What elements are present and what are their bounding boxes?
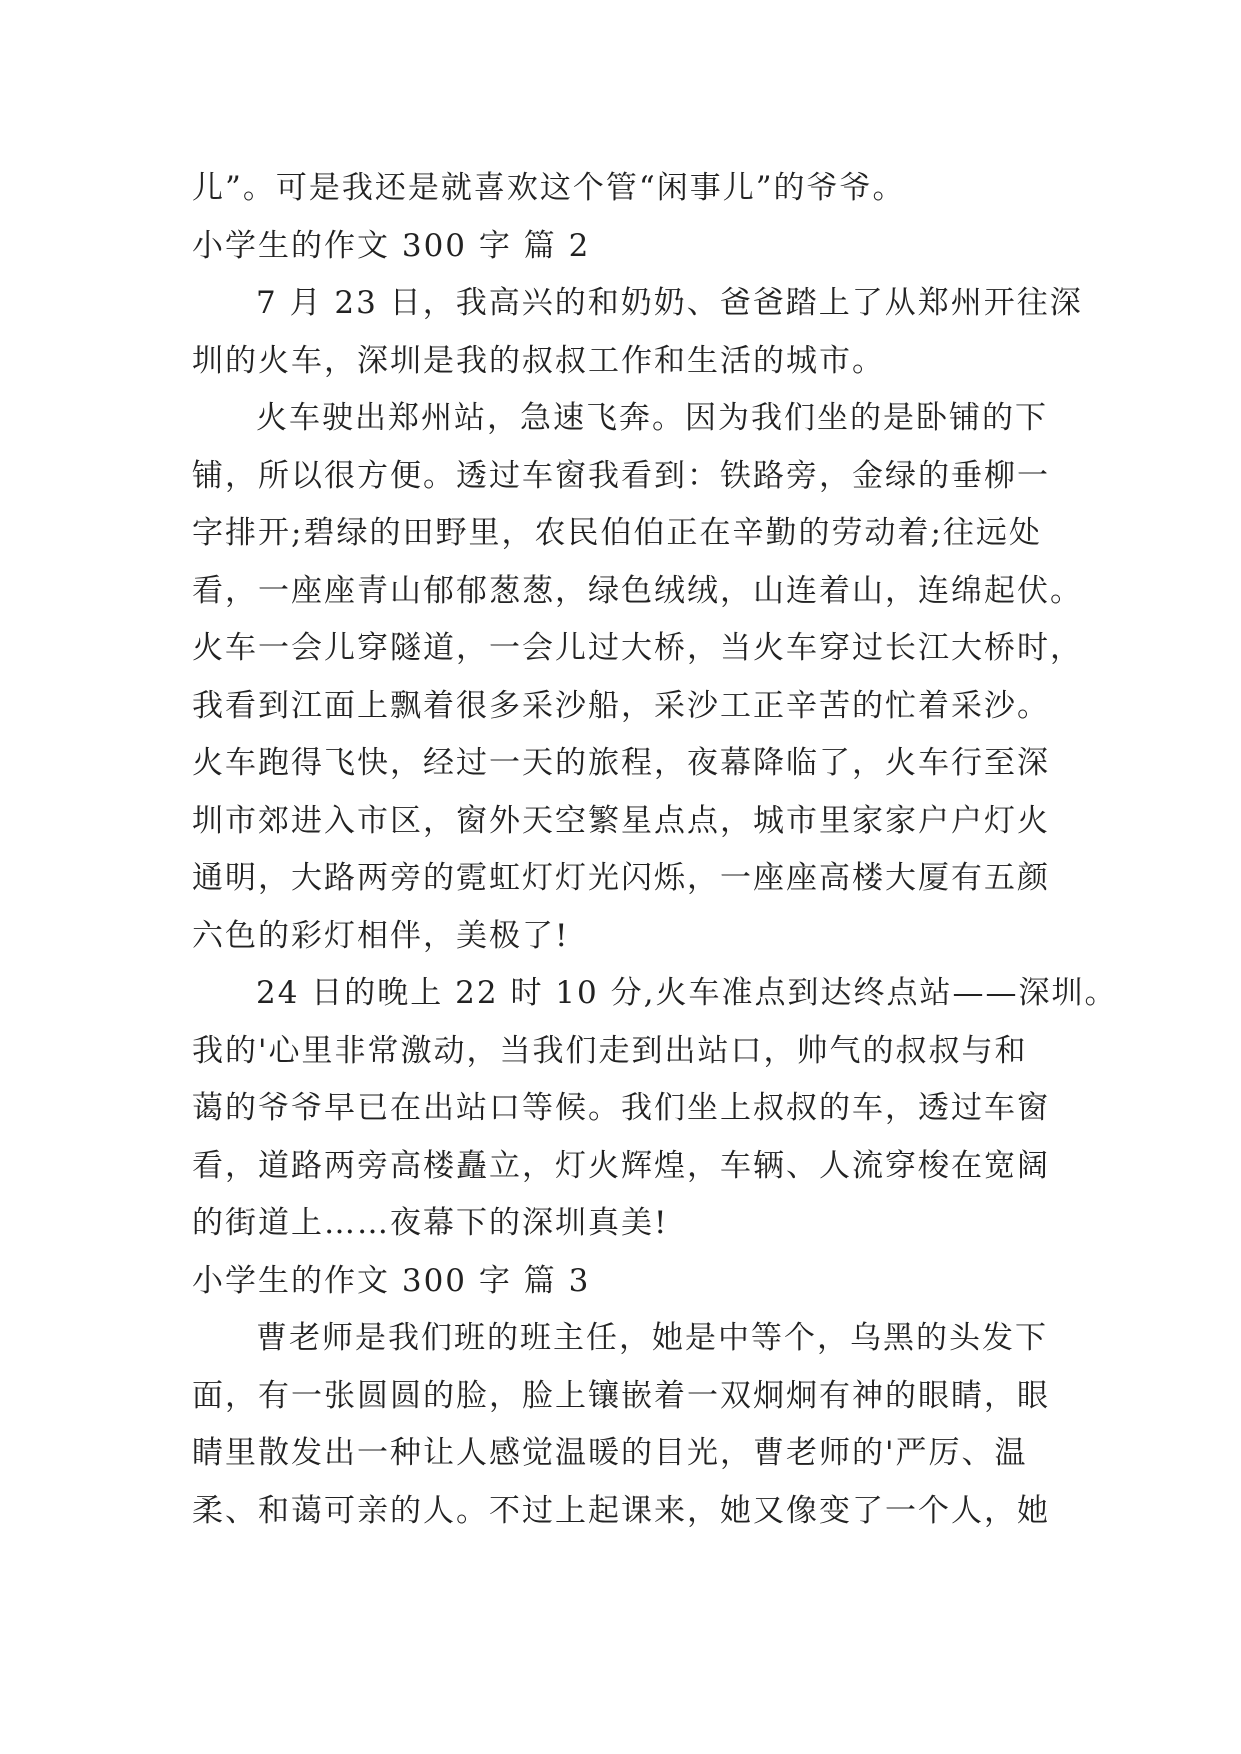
text-line: 儿”。可是我还是就喜欢这个管“闲事儿”的爷爷。	[192, 170, 906, 206]
text-line: 圳的火车，深圳是我的叔叔工作和生活的城市。	[192, 342, 885, 379]
text-line: 圳市郊进入市区，窗外天空繁星点点，城市里家家户户灯火	[192, 802, 1050, 839]
text-line: 的街道上……夜幕下的深圳真美!	[192, 1205, 669, 1241]
text-line: 六色的彩灯相伴，美极了!	[192, 917, 570, 954]
text-line: 面，有一张圆圆的脸，脸上镶嵌着一双炯炯有神的眼睛，眼	[192, 1377, 1050, 1414]
text-line: 铺，所以很方便。透过车窗我看到：铁路旁，金绿的垂柳一	[192, 457, 1050, 494]
text-line: 火车一会儿穿隧道，一会儿过大桥，当火车穿过长江大桥时，	[192, 630, 1083, 666]
text-line: 蔼的爷爷早已在出站口等候。我们坐上叔叔的车，透过车窗	[192, 1090, 1050, 1126]
document-body	[192, 160, 1118, 1540]
text-line: 24 日的晚上 22 时 10 分,火车准点到达终点站——深圳。	[256, 975, 1118, 1011]
text-line: 看，道路两旁高楼矗立，灯火辉煌，车辆、人流穿梭在宽阔	[192, 1147, 1050, 1184]
text-line: 睛里散发出一种让人感觉温暖的目光，曹老师的'严厉、温	[192, 1435, 1028, 1471]
text-line: 看，一座座青山郁郁葱葱，绿色绒绒，山连着山，连绵起伏。	[192, 572, 1083, 609]
text-line: 曹老师是我们班的班主任，她是中等个，乌黑的头发下	[256, 1320, 1048, 1356]
text-line: 字排开;碧绿的田野里，农民伯伯正在辛勤的劳动着;往远处	[192, 515, 1042, 551]
text-line: 我看到江面上飘着很多采沙船，采沙工正辛苦的忙着采沙。	[192, 687, 1050, 724]
text-line: 柔、和蔼可亲的人。不过上起课来，她又像变了一个人，她	[192, 1492, 1050, 1529]
section-heading: 小学生的作文 300 字 篇 3	[192, 1262, 591, 1299]
section-heading: 小学生的作文 300 字 篇 2	[192, 227, 591, 264]
text-line: 7 月 23 日，我高兴的和奶奶、爸爸踏上了从郑州开往深	[256, 285, 1083, 321]
text-line: 火车跑得飞快，经过一天的旅程，夜幕降临了，火车行至深	[192, 745, 1050, 781]
text-line: 我的'心里非常激动，当我们走到出站口，帅气的叔叔与和	[192, 1032, 1028, 1069]
text-line: 通明，大路两旁的霓虹灯灯光闪烁，一座座高楼大厦有五颜	[192, 860, 1050, 896]
text-line: 火车驶出郑州站，急速飞奔。因为我们坐的是卧铺的下	[256, 400, 1048, 436]
